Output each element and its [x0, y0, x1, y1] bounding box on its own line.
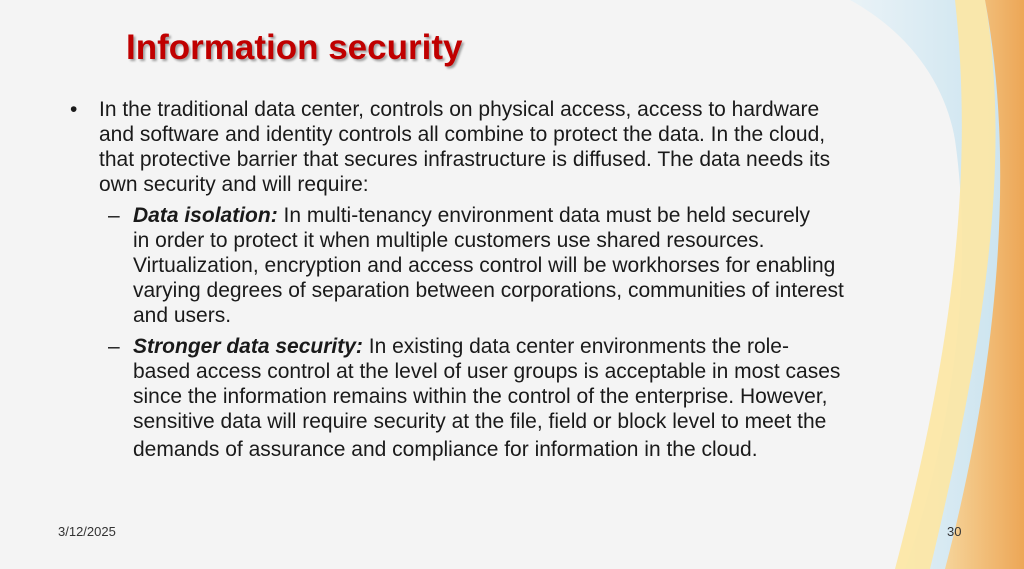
subbullet-marker: –	[108, 335, 120, 358]
subbullet-2-line-4: sensitive data will require security at the file, field or block level to meet the	[133, 410, 827, 433]
subbullet-2-line-1	[133, 334, 789, 359]
term-data-isolation: Data isolation:	[133, 204, 278, 227]
subbullet-2-first-text: In existing data center environments the role-	[362, 335, 789, 358]
bullet-line-2: and software and identity controls all combine to protect the data. In the cloud,	[99, 123, 826, 146]
bullet-line-4: own security and will require:	[99, 173, 369, 196]
subbullet-1-line-4: varying degrees of separation between corporations, communities of interest	[133, 279, 844, 302]
subbullet-1-line-3: Virtualization, encryption and access control will be workhorses for enabling	[133, 254, 836, 277]
subbullet-1-line-5: and users.	[133, 304, 232, 327]
slide-title: Information security	[126, 28, 463, 67]
subbullet-2-line-5: demands of assurance and compliance for information in the cloud.	[133, 438, 758, 461]
subbullet-1-first-text: In multi-tenancy environment data must be held securely	[277, 204, 810, 227]
subbullet-2-line-2: based access control at the level of user groups is acceptable in most cases	[133, 360, 841, 383]
bullet-marker: •	[70, 98, 78, 121]
bullet-line-3: that protective barrier that secures infrastructure is diffused. The data needs its	[99, 148, 831, 171]
subbullet-1-line-1	[133, 203, 810, 228]
term-stronger-data-security: Stronger data security:	[133, 335, 363, 358]
bullet-line-1: In the traditional data center, controls on physical access, access to hardware	[99, 98, 820, 121]
subbullet-1-line-2: in order to protect it when multiple customers use shared resources.	[133, 229, 765, 252]
slide-date: 3/12/2025	[58, 524, 116, 539]
subbullet-2-line-3: since the information remains within the control of the enterprise. However,	[133, 385, 828, 408]
subbullet-marker: –	[108, 204, 120, 227]
slide-page-number: 30	[947, 524, 962, 539]
